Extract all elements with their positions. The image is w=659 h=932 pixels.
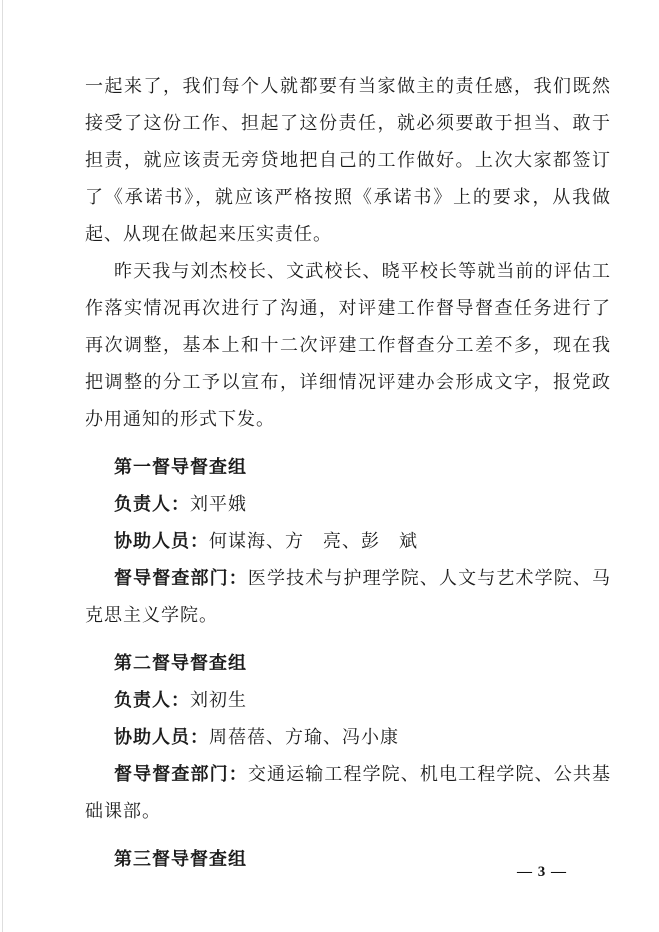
field-value-departments: 交通运输工程学院、机电工程学院、公共基础课部。 <box>85 764 612 821</box>
group-title: 第三督导督查组 <box>114 849 247 869</box>
group-field-assistants <box>85 523 611 560</box>
field-value-assistants: 周蓓蓓、方瑜、冯小康 <box>209 727 399 747</box>
paragraph: 一起来了，我们每个人就都要有当家做主的责任感，我们既然接受了这份工作、担起了这份责任，就必须要敢于担当、敢于担责，就应该责无旁贷地把自己的工作做好。上次大家都签订了《承诺书》，就应该严格按照《承诺书》上的要求，从我做起、从现在做起来压实责任。 <box>85 76 611 244</box>
field-label-assistants: 协助人员： <box>114 727 209 747</box>
field-value-leader: 刘平娥 <box>190 494 247 514</box>
group-field-departments <box>85 756 611 830</box>
field-label-departments: 督导督查部门： <box>114 568 248 588</box>
group-field-assistants <box>85 719 611 756</box>
group-title: 第二督导督查组 <box>114 653 247 673</box>
group-section-2 <box>85 645 611 830</box>
field-value-assistants: 何谋海、方 亮、彭 斌 <box>209 531 418 551</box>
page-edge-line <box>2 0 3 932</box>
group-field-leader <box>85 682 611 719</box>
field-label-assistants: 协助人员： <box>114 531 209 551</box>
field-value-leader: 刘初生 <box>190 690 247 710</box>
group-field-departments <box>85 560 611 634</box>
group-section-1 <box>85 449 611 634</box>
field-label-departments: 督导督查部门： <box>114 764 248 784</box>
field-value-departments: 医学技术与护理学院、人文与艺术学院、马克思主义学院。 <box>85 568 612 625</box>
paragraph: 昨天我与刘杰校长、文武校长、晓平校长等就当前的评估工作落实情况再次进行了沟通，对评建工作督导督查任务进行了再次调整，基本上和十二次评建工作督查分工差不多，现在我把调整的分工予以宣布，详细情况评建办会形成文字，报党政办用通知的形式下发。 <box>85 261 611 429</box>
field-label-leader: 负责人： <box>114 690 190 710</box>
field-label-leader: 负责人： <box>114 494 190 514</box>
page-content <box>85 68 611 878</box>
group-title: 第一督导督查组 <box>114 457 247 477</box>
page-number: — 3 — <box>517 864 567 880</box>
group-field-leader <box>85 486 611 523</box>
